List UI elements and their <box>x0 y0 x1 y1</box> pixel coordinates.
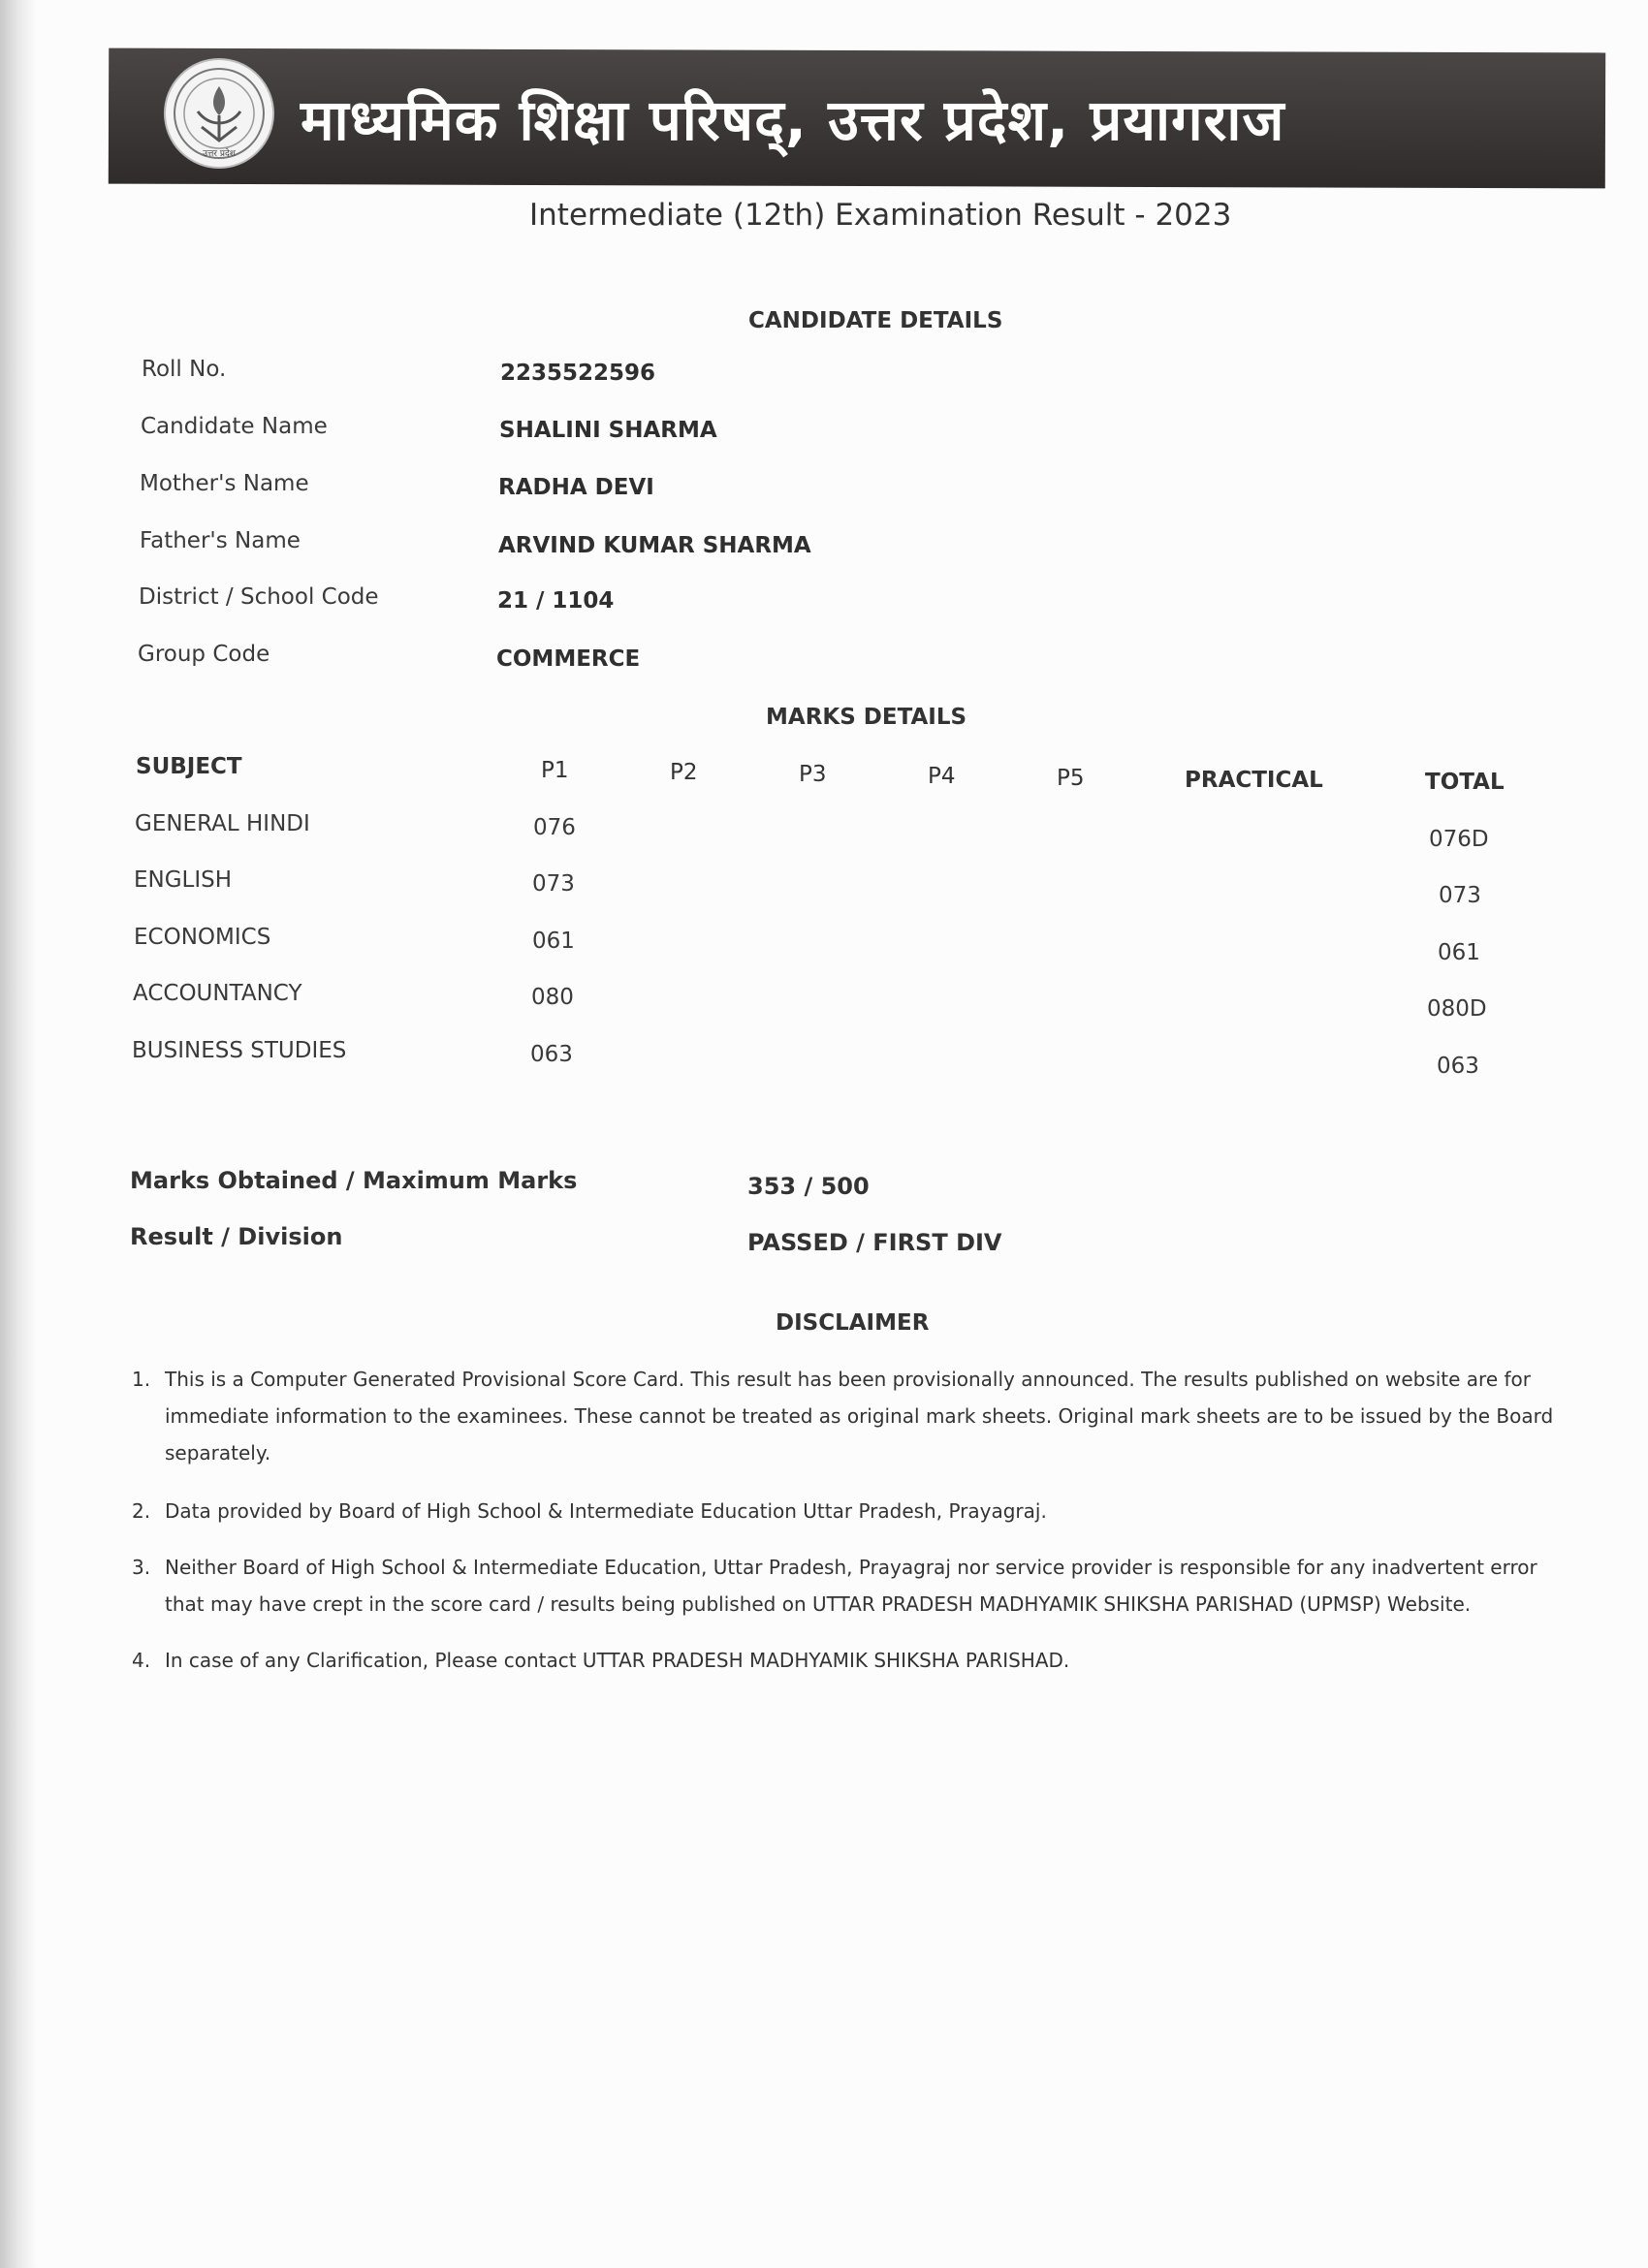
result-division-label: Result / Division <box>130 1223 343 1250</box>
father-name-label: Father's Name <box>140 528 301 553</box>
col-practical: PRACTICAL <box>1185 768 1323 793</box>
disclaimer-text: This is a Computer Generated Provisional Score Card. This result has been provisionally announced. The results published on website are for immediate information to the examinees. These cannot be treated as original mark sheets. Original mark sheets are to be issued by the Board separately. <box>165 1368 1554 1465</box>
marks-obtained-value: 353 / 500 <box>747 1173 870 1200</box>
candidate-name-value: SHALINI SHARMA <box>499 418 717 443</box>
district-school-value: 21 / 1104 <box>497 588 615 614</box>
disclaimer-number: 1. <box>132 1368 151 1391</box>
row-total: 073 <box>1439 883 1481 908</box>
marks-obtained-label: Marks Obtained / Maximum Marks <box>130 1167 578 1194</box>
row-total: 080D <box>1427 996 1487 1022</box>
emblem-caption: उत्तर प्रदेश <box>203 149 236 159</box>
row-subject: GENERAL HINDI <box>135 811 310 836</box>
group-code-value: COMMERCE <box>496 646 641 672</box>
disclaimer-heading: DISCLAIMER <box>776 1310 930 1336</box>
disclaimer-number: 4. <box>132 1649 151 1672</box>
col-p4: P4 <box>928 764 956 789</box>
row-subject: ENGLISH <box>134 867 233 893</box>
disclaimer-text: In case of any Clarification, Please contact UTTAR PRADESH MADHYAMIK SHIKSHA PARISHAD. <box>165 1649 1070 1672</box>
disclaimer-item <box>132 1361 1557 1471</box>
row-total: 076D <box>1429 827 1489 852</box>
group-code-label: Group Code <box>138 642 270 667</box>
disclaimer-item <box>132 1549 1557 1622</box>
up-emblem-logo <box>161 55 277 172</box>
col-p5: P5 <box>1057 766 1085 791</box>
disclaimer-text: Neither Board of High School & Intermediate Education, Uttar Pradesh, Prayagraj nor service provider is responsible for any inadvertent error that may have crept in the score card / results being published on UTTAR PRADESH MADHYAMIK SHIKSHA PARISHAD (UPMSP) Website. <box>165 1556 1537 1616</box>
row-subject: ACCOUNTANCY <box>133 981 302 1006</box>
result-division-value: PASSED / FIRST DIV <box>747 1229 1002 1256</box>
disclaimer-number: 2. <box>132 1499 151 1523</box>
row-total: 061 <box>1438 940 1480 965</box>
col-p3: P3 <box>799 762 827 787</box>
board-title: माध्यमिक शिक्षा परिषद्, उत्तर प्रदेश, प्रयागराज <box>301 87 1285 153</box>
roll-no-label: Roll No. <box>142 357 227 382</box>
disclaimer-text: Data provided by Board of High School & Intermediate Education Uttar Pradesh, Prayagraj. <box>165 1499 1047 1523</box>
row-total: 063 <box>1437 1054 1479 1079</box>
col-subject: SUBJECT <box>136 754 242 779</box>
row-subject: ECONOMICS <box>134 925 271 950</box>
roll-no-value: 2235522596 <box>500 361 656 386</box>
row-p1: 063 <box>530 1042 573 1067</box>
col-p2: P2 <box>670 760 698 785</box>
col-p1: P1 <box>541 758 569 783</box>
row-p1: 061 <box>532 929 575 954</box>
candidate-name-label: Candidate Name <box>141 414 328 439</box>
disclaimer-item <box>132 1642 1557 1679</box>
marks-details-heading: MARKS DETAILS <box>766 705 967 730</box>
mother-name-label: Mother's Name <box>140 471 309 496</box>
row-p1: 073 <box>532 871 575 897</box>
candidate-details-heading: CANDIDATE DETAILS <box>748 308 1003 333</box>
scan-edge <box>0 0 37 2268</box>
disclaimer-item <box>132 1493 1557 1529</box>
mother-name-value: RADHA DEVI <box>498 475 654 500</box>
row-p1: 080 <box>531 985 574 1010</box>
exam-title: Intermediate (12th) Examination Result - 2023 <box>529 198 1232 233</box>
row-p1: 076 <box>533 815 576 840</box>
disclaimer-number: 3. <box>132 1556 151 1579</box>
col-total: TOTAL <box>1425 770 1505 795</box>
father-name-value: ARVIND KUMAR SHARMA <box>498 533 811 558</box>
district-school-label: District / School Code <box>139 584 379 610</box>
row-subject: BUSINESS STUDIES <box>132 1038 347 1063</box>
